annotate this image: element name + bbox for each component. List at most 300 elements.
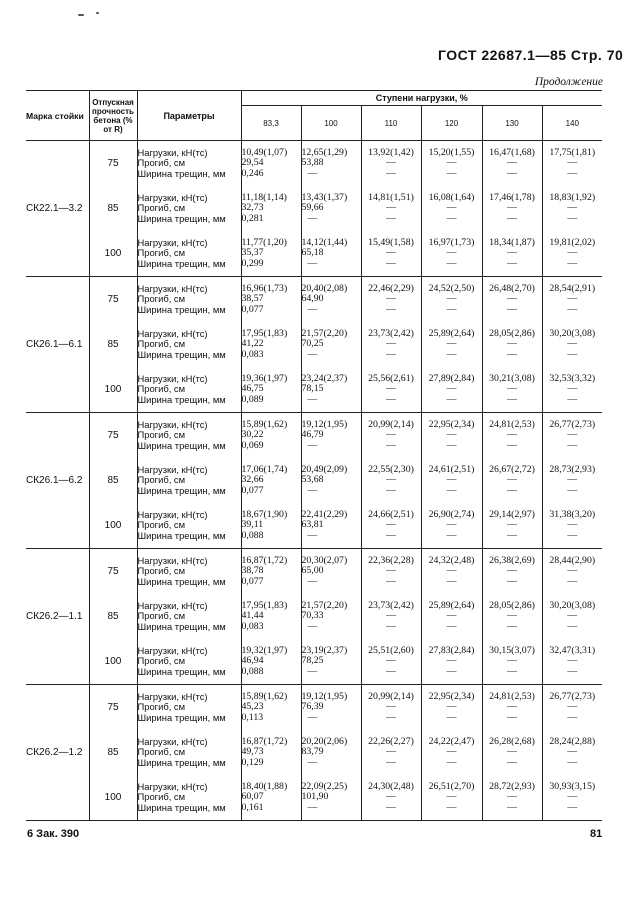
mark-cell: СК26.1—6.1 bbox=[26, 277, 89, 413]
crack-width-value: — bbox=[307, 257, 318, 269]
header-level: 120 bbox=[421, 106, 482, 141]
crack-width-value: — bbox=[307, 303, 318, 315]
scan-speck bbox=[96, 12, 99, 14]
table-row bbox=[26, 186, 602, 231]
value-cell bbox=[421, 231, 482, 277]
crack-width-value: — bbox=[307, 393, 318, 405]
table-row bbox=[26, 730, 602, 775]
load-value: 19,12(1,95) bbox=[301, 419, 348, 431]
deflection-value: — bbox=[567, 701, 578, 713]
load-value: 22,55(2,30) bbox=[368, 464, 414, 476]
deflection-value: 78,15 bbox=[301, 383, 324, 395]
table-row bbox=[26, 639, 602, 685]
load-value: 25,89(2,64) bbox=[428, 600, 475, 612]
deflection-value: 38,57 bbox=[241, 293, 264, 305]
crack-width-value: 0,089 bbox=[241, 393, 264, 405]
load-value: 25,51(2,60) bbox=[368, 645, 414, 657]
value-cell bbox=[241, 231, 301, 277]
param-label: Нагрузки, кН(тс) bbox=[137, 419, 208, 431]
deflection-value: — bbox=[507, 157, 517, 169]
params-cell bbox=[137, 367, 241, 413]
param-label: Прогиб, см bbox=[137, 655, 186, 667]
params-cell bbox=[137, 639, 241, 685]
deflection-value: 29,54 bbox=[241, 157, 264, 169]
deflection-value: — bbox=[386, 429, 396, 441]
deflection-value: — bbox=[567, 746, 578, 758]
deflection-value: 70,33 bbox=[301, 610, 324, 622]
deflection-value: — bbox=[507, 429, 517, 441]
crack-width-value: — bbox=[567, 620, 578, 632]
load-value: 26,28(2,68) bbox=[489, 736, 535, 748]
params-cell bbox=[137, 141, 241, 187]
load-value: 20,99(2,14) bbox=[368, 691, 414, 703]
param-label: Нагрузки, кН(тс) bbox=[137, 509, 208, 521]
deflection-value: — bbox=[446, 655, 457, 667]
deflection-value: — bbox=[567, 655, 578, 667]
params-cell bbox=[137, 322, 241, 367]
crack-width-value: — bbox=[446, 257, 457, 269]
crack-width-value: 0,083 bbox=[241, 620, 264, 632]
param-label: Ширина трещин, мм bbox=[137, 529, 226, 541]
strength-cell: 100 bbox=[89, 503, 137, 549]
crack-width-value: — bbox=[307, 529, 318, 541]
load-value: 28,72(2,93) bbox=[489, 781, 535, 793]
value-cell bbox=[301, 322, 361, 367]
deflection-value: — bbox=[507, 655, 517, 667]
deflection-value: — bbox=[567, 293, 578, 305]
value-cell bbox=[361, 458, 421, 503]
load-value: 24,52(2,50) bbox=[428, 283, 475, 295]
strength-cell: 85 bbox=[89, 458, 137, 503]
deflection-value: — bbox=[446, 701, 457, 713]
value-cell bbox=[241, 730, 301, 775]
load-value: 30,93(3,15) bbox=[549, 781, 596, 793]
param-label: Ширина трещин, мм bbox=[137, 801, 226, 813]
crack-width-value: — bbox=[507, 167, 517, 179]
load-value: 11,77(1,20) bbox=[241, 237, 287, 249]
deflection-value: — bbox=[386, 519, 396, 531]
deflection-value: — bbox=[386, 655, 396, 667]
deflection-value: 78,25 bbox=[301, 655, 324, 667]
deflection-value: 59,66 bbox=[301, 202, 324, 214]
value-cell bbox=[301, 458, 361, 503]
value-cell bbox=[361, 186, 421, 231]
load-value: 26,77(2,73) bbox=[549, 419, 596, 431]
table-row bbox=[26, 322, 602, 367]
crack-width-value: 0,088 bbox=[241, 665, 264, 677]
value-cell bbox=[361, 685, 421, 731]
value-cell bbox=[301, 775, 361, 821]
value-cell bbox=[301, 730, 361, 775]
value-cell bbox=[482, 503, 542, 549]
deflection-value: — bbox=[567, 202, 578, 214]
load-value: 23,73(2,42) bbox=[368, 600, 414, 612]
crack-width-value: — bbox=[446, 393, 457, 405]
page-header: ГОСТ 22687.1—85 Стр. 70 bbox=[438, 47, 624, 63]
load-value: 22,41(2,29) bbox=[301, 509, 348, 521]
value-cell bbox=[421, 503, 482, 549]
load-value: 12,65(1,29) bbox=[301, 147, 348, 159]
crack-width-value: — bbox=[386, 529, 396, 541]
load-value: 32,47(3,31) bbox=[549, 645, 596, 657]
load-value: 24,30(2,48) bbox=[368, 781, 414, 793]
deflection-value: 46,79 bbox=[301, 429, 324, 441]
value-cell bbox=[361, 413, 421, 459]
footer-page-number: 81 bbox=[590, 828, 603, 840]
crack-width-value: 0,077 bbox=[241, 575, 264, 587]
deflection-value: — bbox=[507, 247, 517, 259]
crack-width-value: 0,129 bbox=[241, 756, 264, 768]
load-value: 24,81(2,53) bbox=[489, 691, 535, 703]
deflection-value: — bbox=[507, 565, 517, 577]
param-label: Прогиб, см bbox=[137, 157, 186, 169]
crack-width-value: — bbox=[507, 665, 517, 677]
value-cell bbox=[482, 322, 542, 367]
crack-width-value: — bbox=[386, 439, 396, 451]
load-value: 22,09(2,25) bbox=[301, 781, 348, 793]
deflection-value: 53,68 bbox=[301, 474, 324, 486]
value-cell bbox=[421, 186, 482, 231]
value-cell bbox=[361, 775, 421, 821]
value-cell bbox=[241, 639, 301, 685]
mark-cell: СК26.2—1.2 bbox=[26, 685, 89, 821]
deflection-value: 70,25 bbox=[301, 338, 324, 350]
crack-width-value: — bbox=[307, 801, 318, 813]
crack-width-value: — bbox=[507, 529, 517, 541]
deflection-value: — bbox=[386, 202, 396, 214]
crack-width-value: — bbox=[307, 756, 318, 768]
value-cell bbox=[301, 594, 361, 639]
load-value: 22,26(2,27) bbox=[368, 736, 414, 748]
value-cell bbox=[421, 594, 482, 639]
value-cell bbox=[361, 231, 421, 277]
deflection-value: — bbox=[386, 293, 396, 305]
deflection-value: — bbox=[386, 247, 396, 259]
value-cell bbox=[361, 141, 421, 187]
crack-width-value: — bbox=[567, 439, 578, 451]
value-cell bbox=[542, 549, 602, 595]
load-value: 16,08(1,64) bbox=[428, 192, 475, 204]
param-label: Нагрузки, кН(тс) bbox=[137, 555, 208, 567]
value-cell bbox=[241, 458, 301, 503]
crack-width-value: — bbox=[307, 439, 318, 451]
deflection-value: — bbox=[386, 157, 396, 169]
param-label: Нагрузки, кН(тс) bbox=[137, 192, 208, 204]
deflection-value: — bbox=[446, 610, 457, 622]
strength-cell: 75 bbox=[89, 685, 137, 731]
load-value: 20,30(2,07) bbox=[301, 555, 348, 567]
table-row bbox=[26, 231, 602, 277]
deflection-value: 60,07 bbox=[241, 791, 264, 803]
load-value: 11,18(1,14) bbox=[241, 192, 287, 204]
load-value: 17,06(1,74) bbox=[241, 464, 288, 476]
value-cell bbox=[421, 141, 482, 187]
deflection-value: — bbox=[446, 429, 457, 441]
crack-width-value: — bbox=[567, 257, 578, 269]
deflection-value: — bbox=[446, 293, 457, 305]
value-cell bbox=[361, 594, 421, 639]
crack-width-value: — bbox=[386, 348, 396, 360]
deflection-value: — bbox=[446, 519, 457, 531]
load-value: 27,83(2,84) bbox=[428, 645, 475, 657]
crack-width-value: — bbox=[386, 711, 396, 723]
header-level: 130 bbox=[482, 106, 542, 141]
load-value: 13,92(1,42) bbox=[368, 147, 414, 159]
load-value: 14,12(1,44) bbox=[301, 237, 348, 249]
deflection-value: 46,75 bbox=[241, 383, 264, 395]
params-cell bbox=[137, 458, 241, 503]
load-value: 23,73(2,42) bbox=[368, 328, 414, 340]
crack-width-value: — bbox=[567, 348, 578, 360]
crack-width-value: — bbox=[507, 711, 517, 723]
load-value: 26,38(2,69) bbox=[489, 555, 535, 567]
crack-width-value: — bbox=[386, 393, 396, 405]
param-label: Нагрузки, кН(тс) bbox=[137, 283, 208, 295]
param-label: Нагрузки, кН(тс) bbox=[137, 691, 208, 703]
value-cell bbox=[301, 231, 361, 277]
deflection-value: 76,39 bbox=[301, 701, 324, 713]
value-cell bbox=[482, 594, 542, 639]
load-value: 16,97(1,73) bbox=[428, 237, 475, 249]
value-cell bbox=[421, 413, 482, 459]
strength-cell: 85 bbox=[89, 730, 137, 775]
deflection-value: — bbox=[386, 474, 396, 486]
load-value: 26,77(2,73) bbox=[549, 691, 596, 703]
value-cell bbox=[482, 277, 542, 323]
deflection-value: 32,73 bbox=[241, 202, 264, 214]
crack-width-value: — bbox=[386, 167, 396, 179]
param-label: Ширина трещин, мм bbox=[137, 257, 226, 269]
value-cell bbox=[482, 231, 542, 277]
value-cell bbox=[542, 685, 602, 731]
deflection-value: — bbox=[446, 383, 457, 395]
param-label: Нагрузки, кН(тс) bbox=[137, 736, 208, 748]
param-label: Нагрузки, кН(тс) bbox=[137, 600, 208, 612]
crack-width-value: — bbox=[567, 484, 578, 496]
deflection-value: — bbox=[386, 610, 396, 622]
strength-cell: 100 bbox=[89, 231, 137, 277]
param-label: Прогиб, см bbox=[137, 565, 186, 577]
scan-speck bbox=[78, 14, 84, 16]
crack-width-value: — bbox=[446, 801, 457, 813]
param-label: Нагрузки, кН(тс) bbox=[137, 464, 208, 476]
continuation-label: Продолжение bbox=[534, 76, 603, 88]
deflection-value: — bbox=[567, 519, 578, 531]
crack-width-value: — bbox=[507, 393, 517, 405]
load-value: 26,48(2,70) bbox=[489, 283, 535, 295]
deflection-value: — bbox=[567, 247, 578, 259]
load-value: 30,15(3,07) bbox=[489, 645, 535, 657]
load-value: 26,51(2,70) bbox=[428, 781, 475, 793]
param-label: Ширина трещин, мм bbox=[137, 212, 226, 224]
load-value: 24,61(2,51) bbox=[428, 464, 475, 476]
deflection-value: 53,88 bbox=[301, 157, 324, 169]
load-value: 26,67(2,72) bbox=[489, 464, 535, 476]
value-cell bbox=[482, 775, 542, 821]
deflection-value: — bbox=[446, 247, 457, 259]
strength-cell: 75 bbox=[89, 413, 137, 459]
load-value: 18,40(1,88) bbox=[241, 781, 288, 793]
value-cell bbox=[301, 413, 361, 459]
load-value: 10,49(1,07) bbox=[241, 147, 288, 159]
load-value: 27,89(2,84) bbox=[428, 373, 475, 385]
header-strength: Отпускная прочность бетона (% от R) bbox=[89, 91, 137, 141]
value-cell bbox=[542, 322, 602, 367]
load-value: 18,34(1,87) bbox=[489, 237, 535, 249]
param-label: Ширина трещин, мм bbox=[137, 575, 226, 587]
deflection-value: — bbox=[446, 157, 457, 169]
params-cell bbox=[137, 549, 241, 595]
param-label: Нагрузки, кН(тс) bbox=[137, 237, 208, 249]
value-cell bbox=[542, 186, 602, 231]
load-value: 25,89(2,64) bbox=[428, 328, 475, 340]
strength-cell: 75 bbox=[89, 141, 137, 187]
load-value: 23,24(2,37) bbox=[301, 373, 348, 385]
deflection-value: — bbox=[446, 565, 457, 577]
table-row bbox=[26, 413, 602, 459]
strength-cell: 100 bbox=[89, 775, 137, 821]
crack-width-value: 0,077 bbox=[241, 303, 264, 315]
value-cell bbox=[301, 367, 361, 413]
value-cell bbox=[542, 594, 602, 639]
value-cell bbox=[482, 458, 542, 503]
deflection-value: 64,90 bbox=[301, 293, 324, 305]
crack-width-value: — bbox=[507, 257, 517, 269]
param-label: Ширина трещин, мм bbox=[137, 711, 226, 723]
param-label: Прогиб, см bbox=[137, 338, 186, 350]
load-value: 21,57(2,20) bbox=[301, 328, 348, 340]
deflection-value: — bbox=[386, 701, 396, 713]
value-cell bbox=[542, 775, 602, 821]
strength-cell: 75 bbox=[89, 277, 137, 323]
deflection-value: — bbox=[446, 338, 457, 350]
crack-width-value: — bbox=[386, 303, 396, 315]
value-cell bbox=[542, 413, 602, 459]
crack-width-value: — bbox=[567, 529, 578, 541]
load-value: 16,96(1,73) bbox=[241, 283, 288, 295]
value-cell bbox=[361, 639, 421, 685]
load-value: 20,20(2,06) bbox=[301, 736, 348, 748]
table-row bbox=[26, 277, 602, 323]
param-label: Нагрузки, кН(тс) bbox=[137, 328, 208, 340]
crack-width-value: — bbox=[567, 575, 578, 587]
value-cell bbox=[301, 141, 361, 187]
crack-width-value: — bbox=[307, 620, 318, 632]
crack-width-value: — bbox=[307, 665, 318, 677]
value-cell bbox=[482, 141, 542, 187]
value-cell bbox=[241, 186, 301, 231]
deflection-value: — bbox=[386, 338, 396, 350]
load-value: 17,95(1,83) bbox=[241, 328, 288, 340]
strength-cell: 100 bbox=[89, 367, 137, 413]
deflection-value: — bbox=[507, 338, 517, 350]
value-cell bbox=[241, 549, 301, 595]
crack-width-value: — bbox=[507, 484, 517, 496]
load-value: 30,20(3,08) bbox=[549, 328, 596, 340]
header-level: 140 bbox=[565, 118, 579, 128]
value-cell bbox=[421, 730, 482, 775]
deflection-value: — bbox=[507, 610, 517, 622]
param-label: Прогиб, см bbox=[137, 293, 186, 305]
deflection-value: 101,90 bbox=[301, 791, 329, 803]
load-value: 15,20(1,55) bbox=[428, 147, 475, 159]
load-value: 22,46(2,29) bbox=[368, 283, 414, 295]
crack-width-value: — bbox=[446, 348, 457, 360]
value-cell bbox=[542, 277, 602, 323]
param-label: Ширина трещин, мм bbox=[137, 439, 226, 451]
load-value: 15,89(1,62) bbox=[241, 419, 288, 431]
deflection-value: 39,11 bbox=[241, 519, 264, 531]
crack-width-value: — bbox=[567, 665, 578, 677]
value-cell bbox=[361, 322, 421, 367]
load-value: 22,36(2,28) bbox=[368, 555, 414, 567]
value-cell bbox=[482, 685, 542, 731]
value-cell bbox=[482, 367, 542, 413]
param-label: Ширина трещин, мм bbox=[137, 303, 226, 315]
load-value: 16,87(1,72) bbox=[241, 555, 288, 567]
load-value: 24,81(2,53) bbox=[489, 419, 535, 431]
footer-order: 6 Зак. 390 bbox=[27, 828, 80, 840]
table-row bbox=[26, 685, 602, 731]
crack-width-value: — bbox=[446, 575, 457, 587]
mark-cell: СК22.1—3.2 bbox=[26, 141, 89, 277]
crack-width-value: — bbox=[507, 439, 517, 451]
param-label: Прогиб, см bbox=[137, 202, 186, 214]
header-level: 83,3 bbox=[241, 106, 301, 141]
crack-width-value: — bbox=[446, 529, 457, 541]
mark-cell: СК26.1—6.2 bbox=[26, 413, 89, 549]
param-label: Прогиб, см bbox=[137, 247, 186, 259]
param-label: Прогиб, см bbox=[137, 746, 186, 758]
deflection-value: — bbox=[507, 519, 517, 531]
load-value: 14,81(1,51) bbox=[368, 192, 414, 204]
crack-width-value: — bbox=[307, 575, 318, 587]
load-value: 19,12(1,95) bbox=[301, 691, 348, 703]
mark-cell: СК26.2—1.1 bbox=[26, 549, 89, 685]
load-value: 28,54(2,91) bbox=[549, 283, 596, 295]
crack-width-value: — bbox=[567, 756, 578, 768]
crack-width-value: 0,069 bbox=[241, 439, 264, 451]
strength-cell: 75 bbox=[89, 549, 137, 595]
value-cell bbox=[241, 413, 301, 459]
strength-cell: 85 bbox=[89, 186, 137, 231]
value-cell bbox=[361, 277, 421, 323]
deflection-value: — bbox=[446, 746, 457, 758]
deflection-value: — bbox=[507, 293, 517, 305]
crack-width-value: — bbox=[567, 167, 578, 179]
deflection-value: — bbox=[567, 565, 578, 577]
params-cell bbox=[137, 594, 241, 639]
param-label: Ширина трещин, мм bbox=[137, 348, 226, 360]
crack-width-value: — bbox=[307, 212, 318, 224]
crack-width-value: — bbox=[567, 393, 578, 405]
crack-width-value: 0,077 bbox=[241, 484, 264, 496]
crack-width-value: — bbox=[507, 620, 517, 632]
deflection-value: — bbox=[567, 610, 578, 622]
table-row bbox=[26, 141, 602, 187]
crack-width-value: — bbox=[307, 711, 318, 723]
param-label: Прогиб, см bbox=[137, 791, 186, 803]
load-value: 30,21(3,08) bbox=[489, 373, 535, 385]
table-row bbox=[26, 549, 602, 595]
crack-width-value: — bbox=[567, 711, 578, 723]
table-row bbox=[26, 594, 602, 639]
param-label: Прогиб, см bbox=[137, 383, 186, 395]
crack-width-value: 0,088 bbox=[241, 529, 264, 541]
load-value: 28,05(2,86) bbox=[489, 328, 535, 340]
header-mark: Марка стойки bbox=[26, 91, 89, 141]
load-value: 13,43(1,37) bbox=[301, 192, 348, 204]
